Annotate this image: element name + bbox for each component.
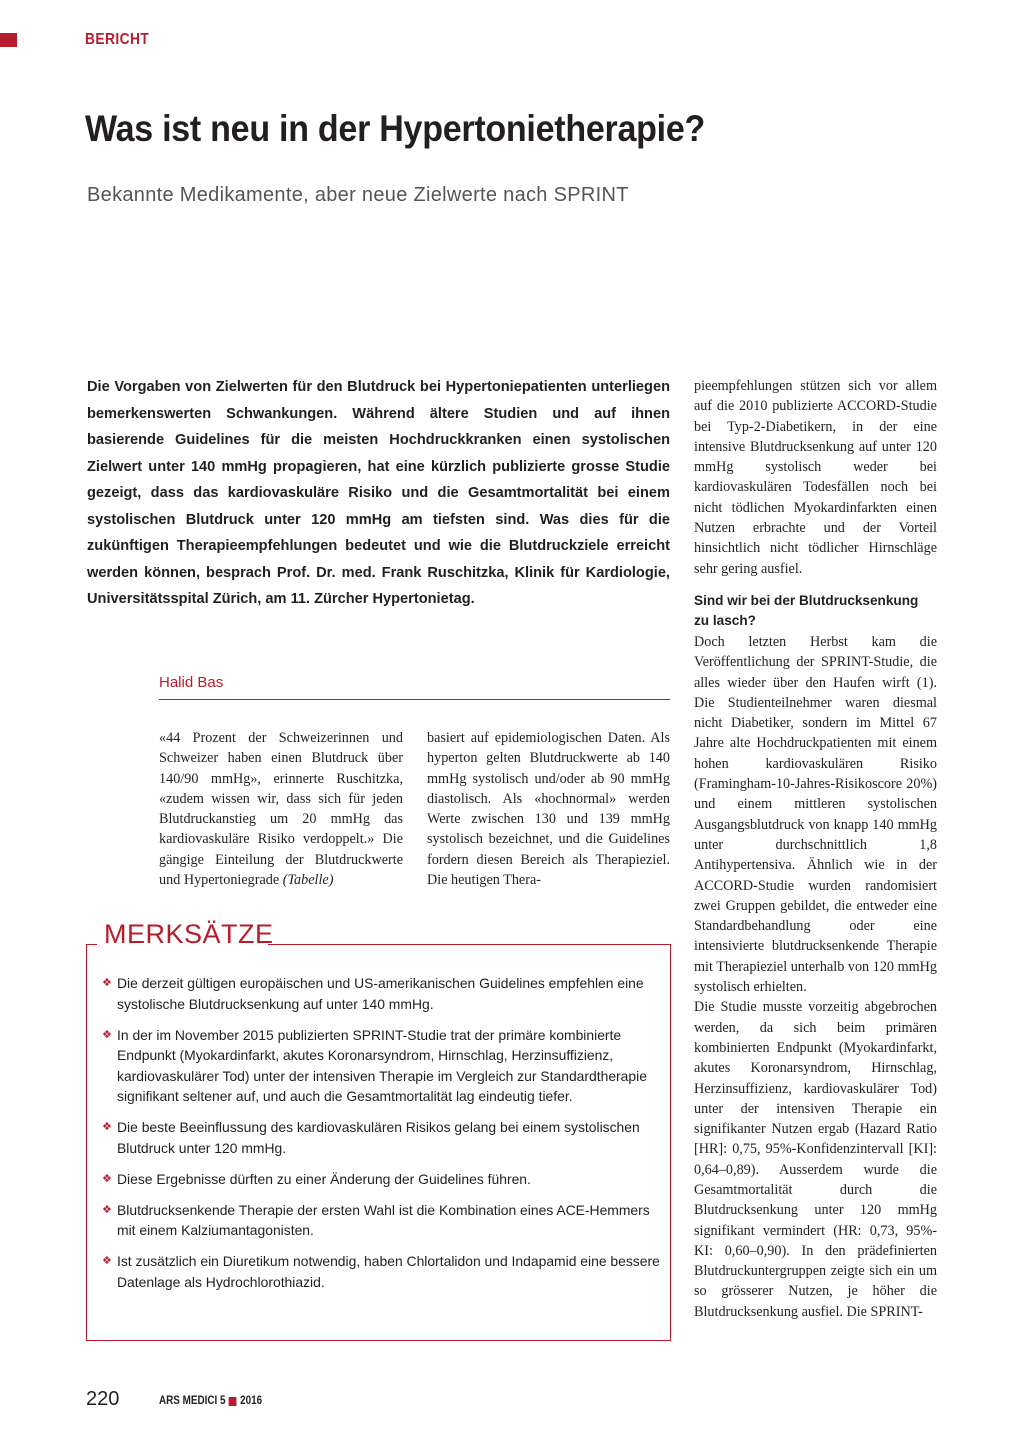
merksaetze-list [102,973,662,1303]
body-column-1 [159,728,403,890]
author-name: Halid Bas [159,674,224,691]
body-column-3 [694,376,937,1322]
body-column-3-paragraph-3: Die Studie musste vorzeitig abgebrochen werden, da sich beim primären kombinierten Endpunkt (Myokardinfarkt, akutes Koronarsyndrom, Hirnschlag, Herzinsuffizienz, kardiovaskulärer Tod) unter der intensiven Therapie ein signifikanter Nutzen ergab (Hazard Ratio [HR]: 0,75, 95%-Konfidenzintervall [KI]: 0,64–0,89). Ausserdem wurde die Gesamtmortalität durch die Blutdrucksenkung unter 120 mmHg signifikant vermindert (HR: 0,73, 95%-KI: 0,60–0,90). In den prädefinierten Blutdruckuntergruppen zeigte sich ein um so grösserer Nutzen, je höher die Blutdrucksenkung ausfiel. Die SPRINT- [694,999,937,1320]
article-subtitle: Bekannte Medikamente, aber neue Zielwerte nach SPRINT [87,184,629,206]
article-title: Was ist neu in der Hypertonietherapie? [85,108,706,149]
journal-name: ARS MEDICI 5 [159,1395,226,1407]
merksaetze-title: MERKSÄTZE [104,919,274,949]
list-item: ❖ Diese Ergebnisse dürften zu einer Änderung der Guidelines führen. [102,1169,662,1190]
page-number: 220 [86,1388,120,1410]
diamond-bullet-icon: ❖ [102,1203,112,1216]
body-column-2 [427,728,670,890]
lead-paragraph: Die Vorgaben von Zielwerten für den Blutdruck bei Hypertoniepatienten unterliegen bemerkenswerten Schwankungen. Während ältere Studien und auf ihnen basierende Guidelines für die meisten Hochdruckkranken einen systolischen Zielwert unter 140 mmHg propagieren, hat eine kürzlich publizierte grosse Studie gezeigt, dass das kardiovaskuläre Risiko und die Gesamtmortalität bei einem systolischen Blutdruck unter 120 mmHg am tiefsten sind. Was dies für die zukünftigen Therapieempfehlungen bedeutet und wie die Blutdruckziele erreicht werden können, besprach Prof. Dr. med. Frank Ruschitzka, Klinik für Kardiologie, Universitätsspital Zürich, am 11. Zürcher Hypertonietag. [87,379,670,607]
list-item: ❖ Die derzeit gültigen europäischen und US-amerikanischen Guidelines empfehlen eine systolische Blutdrucksenkung auf unter 140 mmHg. [102,975,644,1012]
diamond-bullet-icon: ❖ [102,1028,112,1041]
body-column-2-text: basiert auf epidemiologischen Daten. Als hyperton gelten Blutdruckwerte ab 140 mmHg systolisch und/oder ab 90 mmHg diastolisch. Als «hochnormal» werden Werte zwischen 130 und 139 mmHg systolisch bezeichnet, und die Guidelines fordern diesen Bereich als Therapieziel. Die heutigen Thera- [427,730,670,889]
journal-footer [159,1395,262,1407]
table-reference: (Tabelle) [282,872,334,889]
box-top-border-right [268,944,671,945]
diamond-bullet-icon: ❖ [102,1121,112,1133]
diamond-bullet-icon: ❖ [102,1172,112,1185]
section-marker [0,33,17,47]
body-column-3-paragraph-2: Doch letzten Herbst kam die Veröffentlichung der SPRINT-Studie, die alles wieder über den Haufen wirft (1). Die Studienteilnehmer waren diesmal nicht Diabetiker, sondern im Mittel 67 Jahre alte Hochdruckpatienten mit einem hohen kardiovaskulären Risiko (Framingham-10-Jahres-Risikoscore 20%) und einem mittleren systolischen Ausgangsblutdruck von knapp 140 mmHg unter durchschnittlich 1,8 Antihypertensiva. Ähnlich wie in der ACCORD-Studie wurden randomisiert zwei Gruppen gebildet, die entweder eine Standardbehandlung oder eine intensivierte blutdrucksenkende Therapie mit Therapieziel unterhalb von 120 mmHg systolisch erhielten. [694,633,937,996]
list-item: ❖ Blutdrucksenkende Therapie der ersten Wahl ist die Kombination eines ACE-Hemmers mit einem Kalziumantagonisten. [102,1201,650,1238]
list-item: ❖ Die beste Beeinflussung des kardiovaskulären Risikos gelang bei einem systolischen Blutdruck unter 120 mmHg. [102,1119,640,1156]
footer-square-icon [229,1397,237,1406]
body-column-1-text: «44 Prozent der Schweizerinnen und Schweizer haben einen Blutdruck über 140/90 mmHg», erinnerte Ruschitzka, «zudem wissen wir, dass sich für jeden Blutdruckanstieg um 20 mmHg das kardiovaskuläre Risiko verdoppelt.» Die gängige Einteilung der Blutdruckwerte und Hypertoniegrade [159,730,403,889]
subheading: Sind wir bei der Blutdrucksenkung zu lasch? [694,592,919,628]
author-rule [159,699,670,700]
diamond-bullet-icon: ❖ [102,1255,112,1267]
body-column-3-paragraph-1: pieempfehlungen stützen sich vor allem auf die 2010 publizierte ACCORD-Studie bei Typ-2-Diabetikern, in der eine intensive Blutdrucksenkung auf unter 120 mmHg systolisch weder bei kardiovaskulären Todesfällen noch bei nicht tödlichen Myokardinfarkten einen Nutzen erbrachte und der Vorteil hinsichtlich nicht tödlicher Hirnschläge sehr gering ausfiel. [694,378,937,577]
diamond-bullet-icon: ❖ [102,977,112,989]
list-item: ❖ In der im November 2015 publizierten SPRINT-Studie trat der primäre kombinierte Endpunkt (Myokardinfarkt, akutes Koronarsyndrom, Hirnschlag, Herzinsuffizienz, kardiovaskulärer Tod) unter der intensiven Therapie im Vergleich zur Standardtherapie signifikant seltener auf, und auch die Gesamtmortalität lag eindeutig tiefer. [102,1026,647,1104]
list-item: ❖ Ist zusätzlich ein Diuretikum notwendig, haben Chlortalidon und Indapamid eine bessere Datenlage als Hydrochlorothiazid. [102,1253,660,1290]
section-label: BERICHT [85,31,150,48]
box-top-border-left [86,944,97,945]
journal-year: 2016 [240,1395,263,1407]
